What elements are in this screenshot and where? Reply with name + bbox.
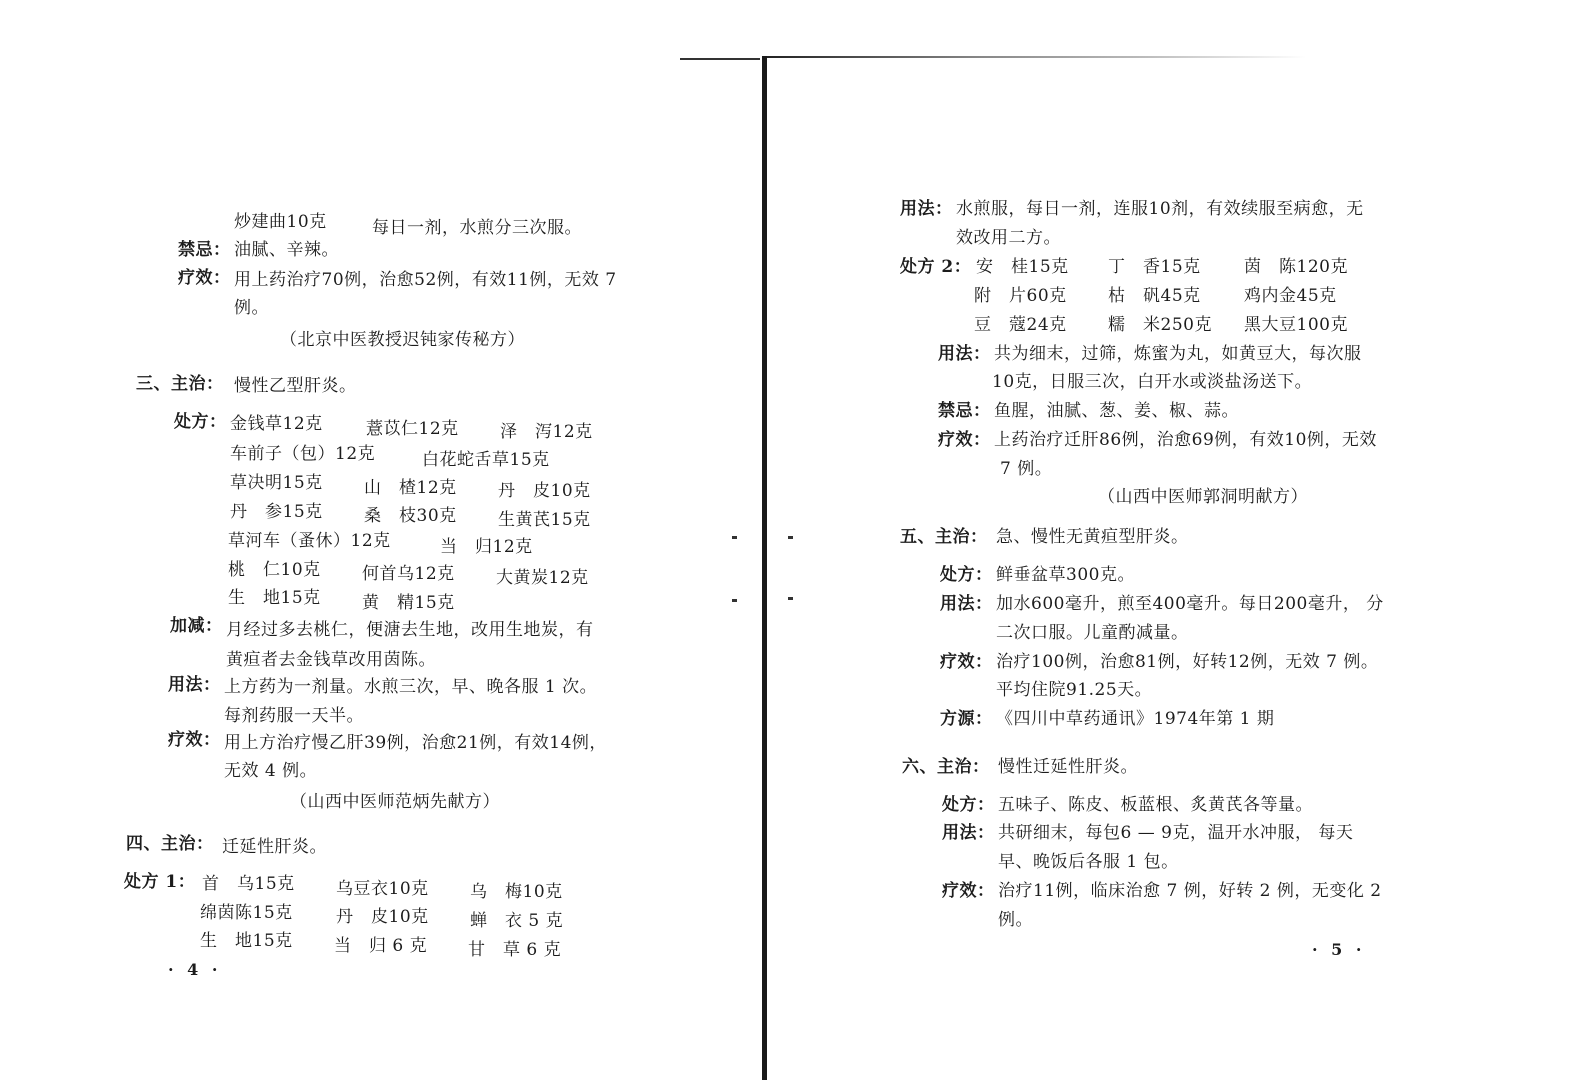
text-line: 急、慢性无黄疸型肝炎。 (996, 527, 1189, 547)
herb-entry: 金钱草12克 (230, 414, 323, 434)
herb-entry: 绵茵陈15克 (200, 903, 293, 923)
herb-entry: 生 地15克 (228, 588, 321, 608)
text-line: 用上方治疗慢乙肝39例，治愈21例，有效14例， (224, 733, 607, 753)
section-label: 处方： (174, 412, 227, 432)
herb-entry: 何首乌12克 (362, 564, 455, 584)
herb-entry: 附 片60克 (974, 286, 1067, 306)
text-line: 共为细末，过筛，炼蜜为丸，如黄豆大，每次服 (994, 344, 1362, 364)
herb-entry: 丁 香15克 (1108, 257, 1201, 277)
section-label: 方源： (940, 709, 993, 729)
text-line: 迁延性肝炎。 (222, 837, 327, 857)
text-line: 黄疸者去金钱草改用茵陈。 (226, 650, 436, 670)
page-number: · 4 · (168, 960, 222, 979)
section-label: 疗效： (942, 881, 995, 901)
text-line: 慢性迁延性肝炎。 (998, 757, 1138, 777)
text-line: 《四川中草药通讯》1974年第 1 期 (996, 709, 1275, 729)
text-line: 鱼腥，油腻、葱、姜、椒、蒜。 (994, 401, 1239, 421)
herb-entry: 安 桂15克 (976, 257, 1069, 277)
section-label: 疗效： (168, 730, 221, 750)
herb-entry: 生黄芪15克 (498, 510, 591, 530)
text-line: 共研细末，每包6 — 9克，温开水冲服， 每天 (998, 823, 1354, 843)
herb-entry: 桑 枝30克 (364, 506, 457, 526)
right-page (768, 0, 1578, 1080)
herb-entry: 鸡内金45克 (1244, 286, 1337, 306)
section-label: 用法： (942, 823, 995, 843)
text-line: 慢性乙型肝炎。 (234, 376, 357, 396)
text-line: 每剂药服一天半。 (224, 706, 364, 726)
section-label: 用法： (940, 594, 993, 614)
text-line: 加水600毫升，煎至400毫升。每日200毫升， 分 (996, 594, 1384, 614)
section-label: 用法： (938, 344, 991, 364)
text-line: 7 例。 (1000, 459, 1053, 479)
text-line: 无效 4 例。 (224, 761, 318, 781)
text-line: 二次口服。儿童酌减量。 (996, 623, 1189, 643)
herb-entry: 生 地15克 (200, 931, 293, 951)
text-line: 上药治疗迁肝86例，治愈69例，有效10例，无效 (994, 430, 1377, 450)
section-label: 处方： (940, 565, 993, 585)
text-line: 效改用二方。 (956, 228, 1061, 248)
herb-entry: 蝉 衣 5 克 (470, 911, 564, 931)
text-line: 上方药为一剂量。水煎三次，早、晚各服 1 次。 (224, 677, 598, 697)
herb-entry: 首 乌15克 (202, 874, 295, 894)
section-heading: 六、主治： (902, 757, 990, 777)
source-attribution: （山西中医师郭洞明献方） (1098, 487, 1308, 507)
text-line: 治疗11例，临床治愈 7 例，好转 2 例，无变化 2 (998, 881, 1382, 901)
section-label: 疗效： (938, 430, 991, 450)
herb-entry: 草决明15克 (230, 473, 323, 493)
herb-entry: 丹 皮10克 (498, 481, 591, 501)
herb-entry: 甘 草 6 克 (468, 940, 562, 960)
text-line: 治疗100例，治愈81例，好转12例，无效 7 例。 (996, 652, 1379, 672)
section-label: 加减： (170, 616, 223, 636)
text-line: 早、晚饭后各服 1 包。 (998, 852, 1179, 872)
herb-entry: 乌 梅10克 (470, 882, 563, 902)
section-label: 疗效： (178, 268, 231, 288)
herb-entry: 丹 皮10克 (336, 907, 429, 927)
herb-entry: 草河车（蚤休）12克 (228, 531, 391, 551)
section-label: 禁忌： (938, 401, 991, 421)
herb-entry: 茵 陈120克 (1244, 257, 1348, 277)
book-gutter (762, 56, 767, 1080)
text-line: 水煎服，每日一剂，连服10剂，有效续服至病愈，无 (956, 199, 1364, 219)
section-heading: 五、主治： (900, 527, 988, 547)
herb-entry: 薏苡仁12克 (366, 419, 459, 439)
page-number: · 5 · (1312, 940, 1366, 959)
text-line: 每日一剂，水煎分三次服。 (372, 218, 582, 238)
left-page (0, 0, 760, 1080)
text-line: 油腻、辛辣。 (234, 240, 339, 260)
herb-entry: 当 归12克 (440, 537, 533, 557)
section-label: 处方 1： (124, 872, 196, 892)
herb-entry: 车前子（包）12克 (230, 444, 376, 464)
herb-entry: 当 归 6 克 (334, 936, 428, 956)
herb-entry: 丹 参15克 (230, 502, 323, 522)
text-line: 10克，日服三次，白开水或淡盐汤送下。 (992, 372, 1313, 392)
text-line: 五味子、陈皮、板蓝根、炙黄芪各等量。 (998, 795, 1313, 815)
herb-entry: 大黄炭12克 (496, 568, 589, 588)
herb-entry: 黄 精15克 (362, 593, 455, 613)
section-label: 用法： (900, 199, 953, 219)
source-attribution: （北京中医教授迟钝家传秘方） (280, 330, 525, 350)
text-line: 例。 (998, 910, 1033, 930)
text-line: 平均住院91.25天。 (996, 680, 1153, 700)
herb-entry: 豆 蔻24克 (974, 315, 1067, 335)
source-attribution: （山西中医师范炳先献方） (290, 792, 500, 812)
text-line: 月经过多去桃仁，便溏去生地，改用生地炭，有 (226, 620, 594, 640)
section-label: 疗效： (940, 652, 993, 672)
herb-entry: 糯 米250克 (1108, 315, 1212, 335)
section-label: 禁忌： (178, 240, 231, 260)
section-heading: 三、主治： (136, 374, 224, 394)
herb-entry: 黑大豆100克 (1244, 315, 1348, 335)
herb-entry: 山 楂12克 (364, 478, 457, 498)
text-line: 炒建曲10克 (234, 212, 327, 232)
section-label: 用法： (168, 675, 221, 695)
herb-entry: 白花蛇舌草15克 (422, 450, 550, 470)
section-label: 处方： (942, 795, 995, 815)
section-heading: 四、主治： (126, 834, 214, 854)
text-line: 鲜垂盆草300克。 (996, 565, 1135, 585)
herb-entry: 枯 矾45克 (1108, 286, 1201, 306)
text-line: 例。 (234, 298, 269, 318)
section-label: 处方 2： (900, 257, 972, 277)
text-line: 用上药治疗70例，治愈52例，有效11例，无效 7 (234, 270, 617, 290)
herb-entry: 泽 泻12克 (500, 422, 593, 442)
herb-entry: 乌豆衣10克 (336, 879, 429, 899)
herb-entry: 桃 仁10克 (228, 560, 321, 580)
